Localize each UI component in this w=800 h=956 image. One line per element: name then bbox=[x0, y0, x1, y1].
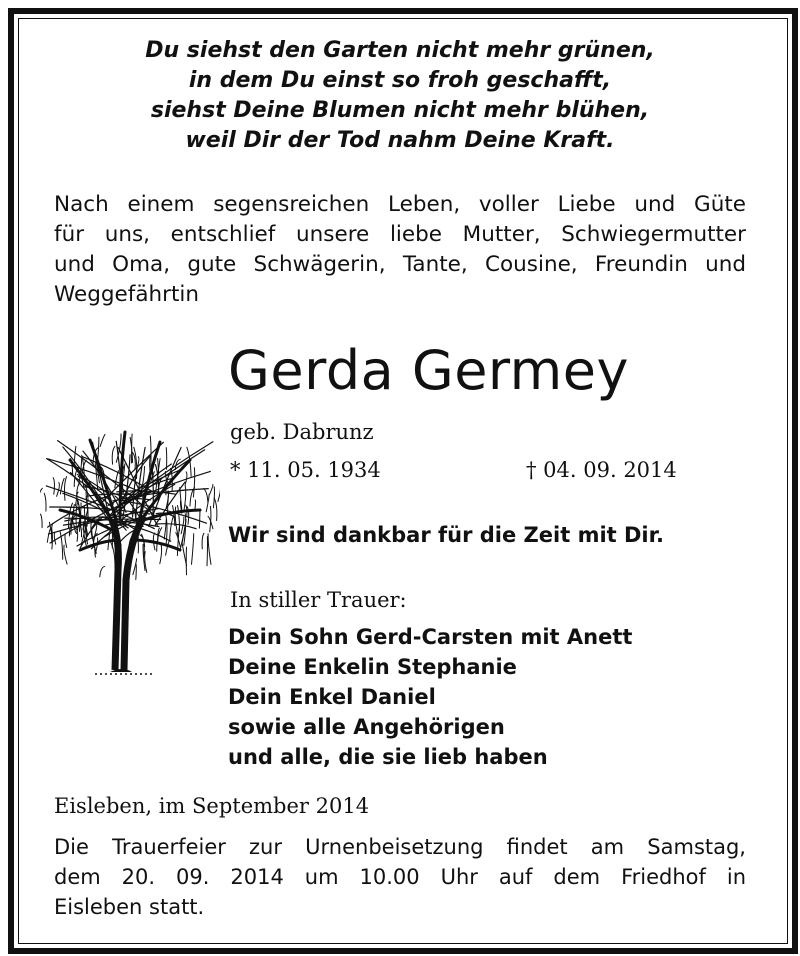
mourner-item: und alle, die sie lieb haben bbox=[228, 745, 548, 769]
death-date: † 04. 09. 2014 bbox=[526, 458, 677, 482]
poem-line: siehst Deine Blumen nicht mehr blühen, bbox=[150, 98, 650, 123]
place-date: Eisleben, im September 2014 bbox=[54, 794, 370, 818]
deceased-name: Gerda Germey bbox=[228, 339, 629, 402]
poem bbox=[60, 36, 740, 156]
intro-text bbox=[54, 190, 746, 310]
poem-line: in dem Du einst so froh geschafft, bbox=[188, 68, 612, 93]
service-text bbox=[54, 832, 746, 922]
intro-line: Weggefährtin bbox=[54, 282, 199, 307]
intro-line: für uns, entschlief unsere liebe Mutter, Schwiegermutter bbox=[54, 222, 746, 247]
mourners-list bbox=[228, 622, 632, 772]
maiden-name: geb. Dabrunz bbox=[230, 420, 374, 444]
mourner-item: Dein Sohn Gerd-Carsten mit Anett bbox=[228, 625, 633, 649]
mourner-item: Deine Enkelin Stephanie bbox=[228, 655, 517, 679]
mourner-item: sowie alle Angehörigen bbox=[228, 715, 505, 739]
mourning-label: In stiller Trauer: bbox=[230, 588, 407, 612]
poem-line: weil Dir der Tod nahm Deine Kraft. bbox=[185, 128, 615, 153]
birth-date: * 11. 05. 1934 bbox=[230, 458, 381, 482]
thanks-line: Wir sind dankbar für die Zeit mit Dir. bbox=[228, 523, 664, 547]
service-line: Eisleben statt. bbox=[54, 895, 205, 919]
poem-line: Du siehst den Garten nicht mehr grünen, bbox=[145, 38, 655, 63]
intro-line: Nach einem segensreichen Leben, voller Liebe und Güte bbox=[54, 192, 746, 217]
service-line: Die Trauerfeier zur Urnenbeisetzung findet am Samstag, bbox=[54, 835, 746, 859]
service-line: dem 20. 09. 2014 um 10.00 Uhr auf dem Friedhof in bbox=[54, 865, 746, 889]
weeping-tree-icon bbox=[40, 420, 220, 680]
mourner-item: Dein Enkel Daniel bbox=[228, 685, 436, 709]
intro-line: und Oma, gute Schwägerin, Tante, Cousine, Freundin und bbox=[54, 252, 746, 277]
